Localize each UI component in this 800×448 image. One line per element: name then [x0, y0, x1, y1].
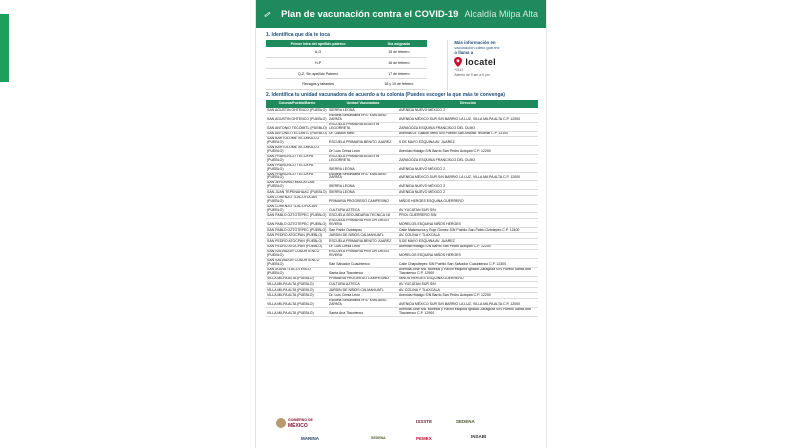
table-cell: San Salvador Cuauhtenco	[328, 259, 398, 268]
table-cell: SIERRA LEONA	[328, 190, 398, 196]
left-accent-strip	[0, 14, 9, 82]
table-cell: MORELOS ESQUINA NIÑOS HEROES	[398, 219, 538, 228]
table-cell: PRIMARIA PROGRESO CAMPESINO	[328, 276, 398, 282]
table-cell: SIERRA LEONA	[328, 108, 398, 114]
units-table	[266, 100, 538, 317]
table-cell: SAN PEDRO ATOCPAN (PUEBLO)	[266, 239, 328, 245]
table-cell: ZARAGOZA ESQUINA FRANCISCO DEL OLMO	[398, 154, 538, 163]
table-cell: ESCUELA PRIMARIA PINTOR DIEGO RIVERA	[328, 219, 398, 228]
table-cell: AVENIDA MÉXICO SUR S/N BARRIO LA LUZ, VILLA MILPA ALTA C.P. 12000	[398, 114, 538, 123]
table-cell: SAN LORENZO TLACOYUCAN (PUEBLO)	[266, 195, 328, 204]
table-cell: SAN PEDRO ATOCPAN (PUEBLO)	[266, 244, 328, 250]
table-cell: Calle Chapultepec S/N Pueblo San Salvador Cuauhtenco C.P. 12300	[398, 259, 538, 268]
table-cell: Escuela Secundaria Nº37 EMILIANO ZAPATA	[328, 114, 398, 123]
table-cell: MORELOS ESQUINA NIÑOS HEROES	[398, 250, 538, 259]
table-cell: SAN BARTOLOME XICOMULCO (PUEBLO)	[266, 137, 328, 146]
step1-heading: 1. Identifica que día te toca	[266, 32, 330, 38]
table-cell: SAN ANTONIO TECOMITL (PUEBLO)	[267, 131, 327, 136]
table-cell: AVENIDA NUEVO MÉXICO 2	[398, 190, 538, 196]
table-cell: 18 y 19 de febrero	[370, 79, 427, 90]
table-cell: ESCUELA PRIMARIA PINTOR DIEGO RIVERA	[328, 250, 398, 259]
table-cell: ESCUELA PRIMARIA AGUSTIN LEGORRETA	[328, 154, 398, 163]
table-cell: Santa Ana Tlacotenco	[328, 307, 398, 316]
table-row	[266, 79, 427, 90]
table-cell: AVENIDA MÉXICO SUR S/N BARRIO LA LUZ, VILLA MILPA ALTA C.P. 12000	[398, 172, 538, 181]
days-col-day: Día asignado	[370, 40, 427, 47]
locatel-logo-text: locatel	[465, 57, 496, 67]
table-row	[266, 259, 538, 268]
units-col-direccion: Dirección	[398, 100, 538, 108]
table-cell: Avenida José Ma. Morelos y Pavón esquina Ignacio Zaragoza S/N Pueblo Santa Ana Tlacotenco C.P. 12900	[398, 307, 538, 316]
table-cell: A-G	[266, 47, 370, 58]
units-col-unidad: Unidad Vacunadora	[328, 100, 398, 108]
syringe-icon	[264, 8, 271, 20]
pemex-logo: PEMEX	[416, 436, 432, 441]
table-cell: San Pablo Oztotepec	[328, 227, 398, 233]
table-cell: AV. COLINA Y TLAXCALA	[398, 233, 538, 239]
table-cell: Dr. Luis Cresa León	[328, 244, 398, 250]
table-row	[266, 250, 538, 259]
table-cell: Avenida Hidalgo S/N Barrio San Pedro Actopán C.P. 12200	[398, 146, 538, 155]
table-cell: VILLA MILPA ALTA (PUEBLO)	[266, 293, 328, 299]
table-row	[266, 47, 427, 58]
table-cell: 5 DE MAYO ESQUINA AV. JUAREZ	[398, 239, 538, 245]
table-cell: CULTURA AZTECA	[328, 282, 398, 288]
table-row	[266, 267, 538, 276]
table-cell: SAN PABLO OZTOTEPEC (PUEBLO)	[267, 227, 327, 232]
table-cell: SAN JERONIMO MIACATLAN (PUEBLO)	[266, 181, 328, 190]
table-row	[266, 114, 538, 123]
table-cell: NIÑOS HEROES ESQUINA GUERRERO	[398, 276, 538, 282]
table-cell: 16 de febrero	[370, 58, 427, 69]
table-cell: AVENIDA MÉXICO SUR S/N BARRIO LA LUZ, VILLA MILPA ALTA C.P. 12000	[398, 299, 538, 308]
table-cell: SAN FRANCISCO TECOXPA (PUEBLO)	[266, 172, 328, 181]
header-banner	[256, 0, 546, 28]
marina-logo: MARINA	[301, 436, 319, 441]
table-cell: PROL GUERRERO S/N	[398, 213, 538, 219]
table-cell: SAN AGUSTIN OHTENCO (PUEBLO)	[267, 108, 327, 113]
table-row	[266, 204, 538, 213]
table-cell: SAN PEDRO ATOCPAN (PUEBLO)	[266, 233, 328, 239]
step2-heading: 2. Identifica tu unidad vacunadora de acuerdo a tu colonia (Puedes escoger la que más te convenga)	[266, 92, 505, 98]
mexico-label: MÉXICO	[288, 423, 308, 429]
table-cell: AV YUCATAN SUR S/N	[398, 204, 538, 213]
table-row	[266, 299, 538, 308]
table-cell: ESCUELA PRIMARIA BENITO JUAREZ	[328, 137, 398, 146]
table-cell: SAN BARTOLOME XICOMULCO (PUEBLO)	[266, 146, 328, 155]
gobierno-label: GOBIERNO DE	[288, 418, 313, 422]
table-row	[266, 146, 538, 155]
table-cell: JARDIN DE NIÑOS CALMAHUATL	[328, 233, 398, 239]
table-cell: SIERRA LEONA	[328, 163, 398, 172]
table-cell: SAN FRANCISCO TECOXPA (PUEBLO)	[266, 163, 328, 172]
table-cell: Avenida Hidalgo S/N Barrio San Pedro Actopán C.P. 12200	[398, 293, 538, 299]
info-hours: Abierto de 9 am a 8 pm	[454, 73, 490, 77]
table-cell: Calle Matamoros y Rojo Gómez S/N Pueblo San Pablo Oztotepec C.P. 12400	[398, 227, 538, 233]
info-heading: Más información en	[454, 40, 496, 45]
page-subtitle: Alcaldía Milpa Alta	[464, 9, 538, 19]
table-row	[266, 219, 538, 228]
table-cell: SAN LORENZO TLACOYUCAN (PUEBLO)	[266, 204, 328, 213]
table-cell: Dr. Luis Cresa León	[328, 146, 398, 155]
issste-logo: ISSSTE	[416, 419, 433, 424]
locatel-logo	[454, 57, 536, 67]
table-cell: SAN SALVADOR CUAUHTENCO (PUEBLO)	[266, 250, 328, 259]
table-cell: SAN SALVADOR CUAUHTENCO (PUEBLO)	[266, 259, 328, 268]
table-row	[266, 163, 538, 172]
table-cell: SAN PABLO OZTOTEPEC (PUEBLO)	[266, 219, 328, 228]
table-row	[266, 181, 538, 190]
table-cell: AVENIDA NUEVO MÉXICO 2	[398, 163, 538, 172]
table-cell: VILLA MILPA ALTA (PUEBLO)	[266, 307, 328, 316]
table-cell: 17 de febrero	[370, 68, 427, 79]
table-cell: Rezagos y faltantes	[266, 79, 370, 90]
table-row	[266, 58, 427, 69]
table-cell: SAN PABLO OZTOTEPEC (PUEBLO)	[267, 213, 327, 218]
table-row	[266, 195, 538, 204]
table-cell: ESCUELA PRIMARIA AGUSTIN LEGORRETA	[328, 122, 398, 131]
table-cell: Santa Ana Tlacotenco	[328, 267, 398, 276]
days-table	[266, 40, 427, 90]
table-cell: H-P	[266, 58, 370, 69]
table-row	[266, 227, 538, 233]
table-cell: VILLA MILPA ALTA (PUEBLO)	[266, 276, 328, 282]
table-cell: VILLA MILPA ALTA (PUEBLO)	[266, 299, 328, 308]
table-cell: ESCUELA PRIMARIA BENITO JUAREZ	[328, 239, 398, 245]
table-row	[266, 172, 538, 181]
table-cell: ZARAGOZA ESQUINA FRANCISCO DEL OLMO	[398, 122, 538, 131]
step1-section	[266, 40, 536, 90]
table-cell: PRIMARIA PROGRESO CAMPESINO	[328, 195, 398, 204]
table-cell: Q-Z, Sin apellido Paterno	[266, 68, 370, 79]
table-cell: 5 DE MAYO ESQUINA AV. JUAREZ	[398, 137, 538, 146]
table-cell: SAN JUAN TEPENAHUAC (PUEBLO)	[267, 189, 327, 194]
units-col-colonia: Colonia/Pueblo/Barrio	[266, 100, 328, 108]
table-row	[266, 122, 538, 131]
table-cell: Escuela Secundaria Nº37 EMILIANO ZAPATA	[328, 172, 398, 181]
table-row	[266, 131, 538, 137]
info-url[interactable]: vacunacion.cdmx.gob.mx	[454, 45, 500, 50]
table-cell: AVENIDA NUEVO MÉXICO 2	[398, 181, 538, 190]
table-cell: Avenida José Ma. Morelos y Pavón esquina Ignacio Zaragoza S/N Pueblo Santa Ana Tlacotenco C.P. 12900	[398, 267, 538, 276]
page-title: Plan de vacunación contra el COVID-19	[281, 8, 459, 20]
table-cell: Dr. Gastón Melo	[328, 131, 398, 137]
table-cell: AV YUCATAN SUR S/N	[398, 282, 538, 288]
table-cell: AV. COLINA Y TLAXCALA	[398, 287, 538, 293]
table-row	[266, 307, 538, 316]
table-cell: Dr. Luis Cresa León	[328, 293, 398, 299]
days-col-letter: Primer letra del apellido paterno	[266, 40, 370, 47]
table-cell: 15 de febrero	[370, 47, 427, 58]
info-box	[447, 40, 536, 90]
table-cell: VILLA MILPA ALTA (PUEBLO)	[266, 287, 328, 293]
sedena-logo: SEDENA	[456, 419, 475, 424]
insabi-logo: INSABI	[471, 434, 487, 439]
table-row	[266, 137, 538, 146]
table-cell: Escuela Secundaria Nº37 EMILIANO ZAPATA	[328, 299, 398, 308]
units-table-body	[266, 108, 538, 316]
table-cell: JARDIN DE NIÑOS CALMAHUATL	[328, 287, 398, 293]
table-cell: SAN FRANCISCO TECOXPA (PUEBLO)	[266, 154, 328, 163]
info-call: o llama a	[454, 50, 474, 55]
table-cell: ESCUELA SECUNDARIA TECNICA 18	[328, 213, 398, 219]
document-page	[255, 0, 547, 448]
table-cell: Avenida Hidalgo S/N Barrio San Pedro Actopán C.P. 12200	[398, 244, 538, 250]
table-cell: SANTA ANA TLACOTENCO (PUEBLO)	[266, 267, 328, 276]
table-cell: SIERRA LEONA	[328, 181, 398, 190]
table-row	[266, 154, 538, 163]
table-row	[266, 68, 427, 79]
locatel-number: *0311	[454, 68, 463, 72]
sponsor-logos	[266, 416, 536, 448]
table-cell: SAN ANTONIO TECOMITL (PUEBLO)	[266, 122, 328, 131]
gobierno-emblem-icon	[276, 418, 286, 428]
sedena-logo-2: SEDENA	[371, 436, 386, 440]
table-cell: SAN AGUSTIN OHTENCO (PUEBLO)	[266, 114, 328, 123]
table-cell: Avenida Dr. Gastón Melo S/N Pueblo San Antonio Tecomitl C.P. 12100	[398, 131, 538, 137]
table-cell: AVENIDA NUEVO MÉXICO 2	[398, 108, 538, 114]
table-cell: NIÑOS HEROES ESQUINA GUERRERO	[398, 195, 538, 204]
map-pin-icon	[454, 57, 462, 67]
table-cell: CULTURA AZTECA	[328, 204, 398, 213]
table-cell: VILLA MILPA ALTA (PUEBLO)	[266, 282, 328, 288]
